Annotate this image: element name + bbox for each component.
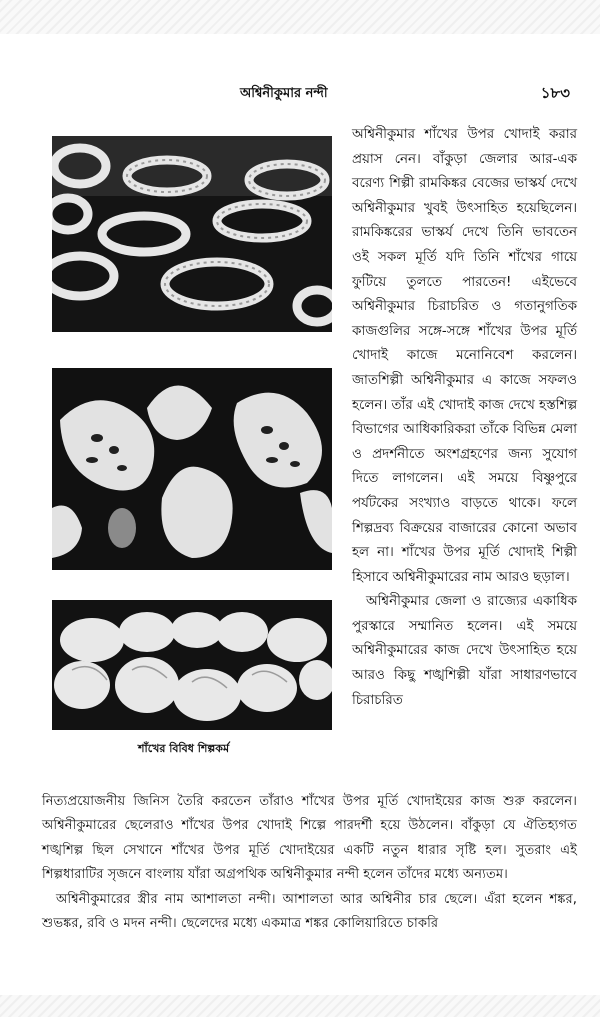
page-number: ১৮৩	[540, 84, 570, 102]
paragraph: নিত্যপ্রয়োজনীয় জিনিস তৈরি করতেন তাঁরাও শাঁখের উপর মূর্তি খোদাইয়ের কাজ শুরু করলেন। অশ্বিনীকুমারের ছেলেরাও শাঁখের উপর খোদাই শিল্পে পারদর্শী হয়ে উঠলেন। বাঁকুড়া যে ঐতিহ্যগত শঙ্খশিল্প ছিল সেখানে শাঁখের উপর মূর্তি খোদাইয়ের একটি নতুন ধারার সৃষ্টি হল। সুতরাং এই শিল্পধারাটির সৃজনে বাংলায় যাঁরা অগ্রপথিক অশ্বিনীকুমার নন্দী হলেন তাঁদের মধ্যে অন্যতম।	[42, 794, 577, 883]
right-column-text	[352, 123, 577, 713]
full-width-text	[42, 790, 577, 936]
figure-caption: শাঁখের বিবিধ শিল্পকর্ম	[138, 742, 230, 755]
decorative-top-border	[0, 0, 600, 34]
paragraph: অশ্বিনীকুমার জেলা ও রাজ্যের একাধিক পুরস্কারে সম্মানিত হলেন। এই সময়ে অশ্বিনীকুমারের কাজ দেখে উৎসাহিত হয়ে আরও কিছু শঙ্খশিল্পী যাঁরা সাধারণভাবে চিরাচরিত	[352, 594, 577, 708]
running-header-title: অশ্বিনীকুমার নন্দী	[240, 86, 328, 101]
paragraph: অশ্বিনীকুমারের স্ত্রীর নাম আশালতা নন্দী। আশালতা আর অশ্বিনীর চার ছেলে। এঁরা হলেন শঙ্কর, শুভঙ্কর, রবি ও মদন নন্দী। ছেলেদের মধ্যে একমাত্র শঙ্কর কোলিয়ারিতে চাকরি	[42, 891, 577, 932]
paragraph: অশ্বিনীকুমার শাঁখের উপর খোদাই করার প্রয়াস নেন। বাঁকুড়া জেলার আর-এক বরেণ্য শিল্পী রামকিঙ্কর বেজের ভাস্কর্য দেখে অশ্বিনীকুমার খুবই উৎসাহিত হয়েছিলেন। রামকিঙ্করের ভাস্কর্য দেখে তিনি ভাবতেন ওই সকল মূর্তি যদি তিনি শাঁখের গায়ে ফুটিয়ে তুলতে পারতেন! এইভেবে অশ্বিনীকুমার চিরাচরিত ও গতানুগতিক কাজগুলির সঙ্গে-সঙ্গে শাঁখের উপর মূর্তি খোদাই কাজে মনোনিবেশ করলেন। জাতশিল্পী অশ্বিনীকুমার এ কাজে সফলও হলেন। তাঁর এই খোদাই কাজ দেখে হস্তশিল্প বিভাগের আধিকারিকরা তাঁকে বিভিন্ন মেলা ও প্রদর্শনীতে অংশগ্রহণের জন্য সুযোগ দিতে লাগলেন। এই সময়ে বিষ্ণুপুরে পর্যটকের সংখ্যাও বাড়তে থাকে। ফলে শিল্পদ্রব্য বিক্রয়ের বাজারের কোনো অভাব হল না। শাঁখের উপর মূর্তি খোদাই শিল্পী হিসাবে অশ্বিনীকুমারের নাম আরও ছড়াল।	[352, 127, 578, 585]
decorative-bottom-border	[0, 995, 600, 1017]
photo-shell-bangles	[52, 136, 332, 332]
photo-carved-conches	[52, 368, 332, 570]
photo-conch-cluster	[52, 600, 332, 730]
